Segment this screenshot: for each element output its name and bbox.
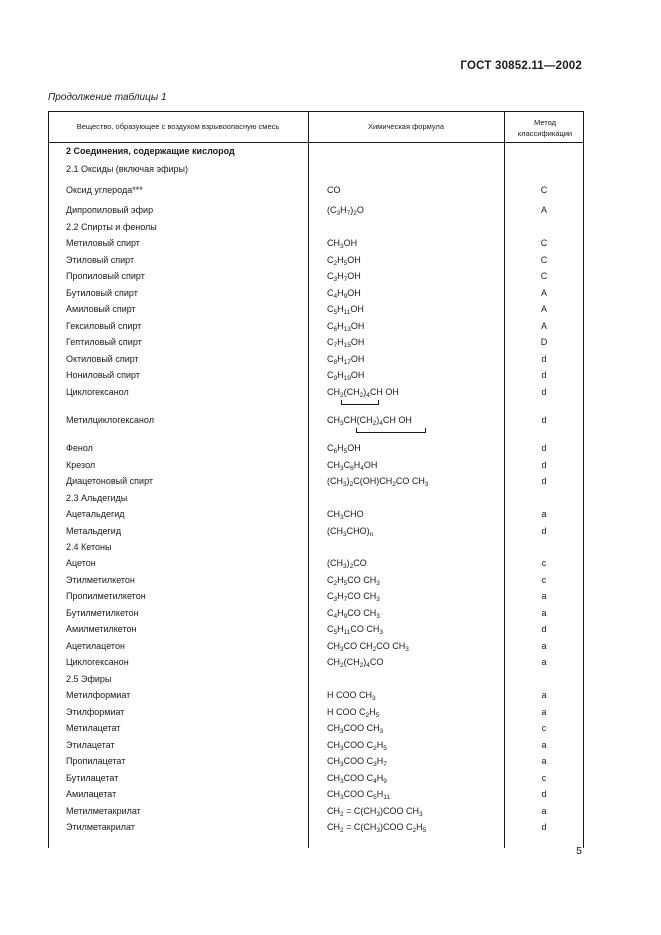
- chemical-formula: $CH_3CH(CH_2)_4CH$ OH: [327, 415, 412, 427]
- substance-name: Амилацетат: [66, 789, 117, 799]
- classification-method: d: [541, 526, 547, 536]
- chemical-formula: $C_8H_{17}OH$: [327, 354, 365, 366]
- substance-name: Амилметилкетон: [66, 624, 137, 634]
- substance-name: Бутилметилкетон: [66, 608, 139, 618]
- substance-name: Ацетилацетон: [66, 641, 125, 651]
- substance-name: Этилформиат: [66, 707, 125, 717]
- classification-method: d: [541, 415, 547, 425]
- chemical-formula: $CH_2 = C(CH_3)COO$ $CH_3$: [327, 806, 423, 818]
- classification-method: D: [540, 337, 548, 347]
- chemical-formula: $C_4H_9CO$ $CH_3$: [327, 608, 380, 620]
- chemical-formula: $CH_3COO$ $C_4H_9$: [327, 773, 387, 785]
- substance-name: Метилциклогексанол: [66, 415, 154, 425]
- chemical-formula: $CH_2(CH_2)_4CO$: [327, 657, 384, 669]
- classification-method: a: [541, 608, 547, 618]
- chemical-formula: $C_6H_5OH$: [327, 443, 361, 455]
- document-code: ГОСТ 30852.11—2002: [460, 60, 582, 72]
- substance-name: Метиловый спирт: [66, 238, 140, 248]
- group-heading: 2.3 Альдегиды: [66, 493, 128, 503]
- chemical-formula: $C_3H_7CO$ $CH_3$: [327, 591, 380, 603]
- substances-table: [48, 111, 584, 848]
- substance-name: Оксид углерода***: [66, 185, 143, 195]
- classification-method: c: [541, 723, 547, 733]
- classification-method: A: [540, 304, 547, 314]
- chemical-formula: $CH_3OH$: [327, 238, 358, 250]
- substance-name: Метальдегид: [66, 526, 122, 536]
- classification-method: d: [541, 624, 547, 634]
- classification-method: C: [540, 238, 548, 248]
- substance-name: Этилметакрилат: [66, 822, 135, 832]
- chemical-formula: $CH_3COO$ $C_3H_7$: [327, 756, 387, 768]
- substance-name: Метилформиат: [66, 690, 131, 700]
- chemical-formula: $CH_3COO$ $CH_3$: [327, 723, 384, 735]
- classification-method: C: [540, 271, 548, 281]
- chemical-formula: $C_4H_9OH$: [327, 288, 361, 300]
- classification-method: d: [541, 443, 547, 453]
- substance-name: Этилметилкетон: [66, 575, 135, 585]
- chemical-formula: $C_6H_{13}OH$: [327, 321, 365, 333]
- classification-method: d: [541, 789, 547, 799]
- classification-method: a: [541, 509, 547, 519]
- chemical-formula: $(CH_3)_2C(OH)CH_2CO$ $CH_3$: [327, 476, 429, 488]
- chemical-formula: $(CH_3)_2CO$: [327, 558, 367, 570]
- classification-method: a: [541, 690, 547, 700]
- classification-method: a: [541, 756, 547, 766]
- classification-method: d: [541, 370, 547, 380]
- column-header-substance: Вещество, образующее с воздухом взрывоопасную смесь: [76, 122, 280, 131]
- ring-bond-bracket: [341, 400, 379, 405]
- classification-method: d: [541, 387, 547, 397]
- table-body: [48, 111, 584, 848]
- classification-method: A: [540, 321, 547, 331]
- classification-method: a: [541, 657, 547, 667]
- column-header-formula: Химическая формула: [367, 122, 444, 131]
- ring-bond-bracket: [356, 428, 426, 433]
- chemical-formula: H COO $C_2H_5$: [327, 707, 380, 719]
- substance-name: Гексиловый спирт: [66, 321, 142, 331]
- chemical-formula: $(CH_3CHO)_n$: [327, 526, 374, 538]
- substance-name: Гептиловый спирт: [66, 337, 142, 347]
- substance-name: Пропилметилкетон: [66, 591, 146, 601]
- substance-name: Диацетоновый спирт: [66, 476, 153, 486]
- classification-method: d: [541, 354, 547, 364]
- substance-name: Этиловый спирт: [66, 255, 135, 265]
- substance-name: Бутилацетат: [66, 773, 119, 783]
- chemical-formula: H COO $CH_3$: [327, 690, 376, 702]
- substance-name: Пропиловый спирт: [66, 271, 145, 281]
- group-heading: 2.1 Оксиды (включая эфиры): [66, 164, 188, 174]
- substance-name: Метилметакрилат: [66, 806, 141, 816]
- classification-method: a: [541, 740, 547, 750]
- chemical-formula: $CH_3COO$ $C_5H_{11}$: [327, 789, 391, 801]
- group-heading: 2.5 Эфиры: [66, 674, 112, 684]
- substance-name: Пропилацетат: [66, 756, 126, 766]
- substance-name: Дипропиловый эфир: [66, 205, 154, 215]
- classification-method: c: [541, 773, 547, 783]
- classification-method: d: [541, 460, 547, 470]
- chemical-formula: $CH_2 = C(CH_3)COO$ $C_2H_5$: [327, 822, 427, 834]
- chemical-formula: $C_9H_{19}OH$: [327, 370, 365, 382]
- chemical-formula: $CH_3CHO$: [327, 509, 364, 521]
- substance-name: Циклогексанол: [66, 387, 129, 397]
- substance-name: Ацетальдегид: [66, 509, 125, 519]
- substance-name: Фенол: [66, 443, 93, 453]
- column-header-method: Метод классификации: [517, 117, 573, 138]
- classification-method: C: [540, 185, 548, 195]
- classification-method: C: [540, 255, 548, 265]
- chemical-formula: $CH_3COO$ $C_2H_5$: [327, 740, 387, 752]
- chemical-formula: CO: [327, 185, 341, 195]
- substance-name: Крезол: [66, 460, 96, 470]
- classification-method: a: [541, 806, 547, 816]
- substance-name: Октиловый спирт: [66, 354, 139, 364]
- classification-method: A: [540, 205, 547, 215]
- substance-name: Нониловый спирт: [66, 370, 140, 380]
- classification-method: A: [540, 288, 547, 298]
- chemical-formula: $C_5H_{11}OH$: [327, 304, 364, 316]
- classification-method: a: [541, 707, 547, 717]
- chemical-formula: $CH_3CO$ $CH_2CO$ $CH_3$: [327, 641, 409, 653]
- classification-method: d: [541, 822, 547, 832]
- group-heading: 2.2 Спирты и фенолы: [66, 222, 157, 232]
- classification-method: a: [541, 591, 547, 601]
- classification-method: c: [541, 575, 547, 585]
- classification-method: d: [541, 476, 547, 486]
- substance-name: Ацетон: [66, 558, 96, 568]
- substance-name: Метилацетат: [66, 723, 121, 733]
- group-heading: 2.4 Кетоны: [66, 542, 112, 552]
- substance-name: Бутиловый спирт: [66, 288, 138, 298]
- chemical-formula: $(C_3H_7)_2O$: [327, 205, 364, 217]
- chemical-formula: $C_7H_{15}OH$: [327, 337, 365, 349]
- classification-method: c: [541, 558, 547, 568]
- group-heading: 2 Соединения, содержащие кислород: [66, 146, 235, 156]
- chemical-formula: $C_3H_7OH$: [327, 271, 361, 283]
- page-number: 5: [576, 845, 582, 857]
- chemical-formula: $C_2H_5CO$ $CH_3$: [327, 575, 380, 587]
- substance-name: Амиловый спирт: [66, 304, 136, 314]
- chemical-formula: $CH_2(CH_2)_4CH$ OH: [327, 387, 399, 399]
- chemical-formula: $C_2H_5OH$: [327, 255, 361, 267]
- substance-name: Этилацетат: [66, 740, 115, 750]
- substance-name: Циклогексанон: [66, 657, 129, 667]
- chemical-formula: $CH_3C_6H_4OH$: [327, 460, 378, 472]
- classification-method: a: [541, 641, 547, 651]
- table-caption: Продолжение таблицы 1: [48, 92, 167, 103]
- chemical-formula: $C_5H_{11}CO$ $CH_3$: [327, 624, 383, 636]
